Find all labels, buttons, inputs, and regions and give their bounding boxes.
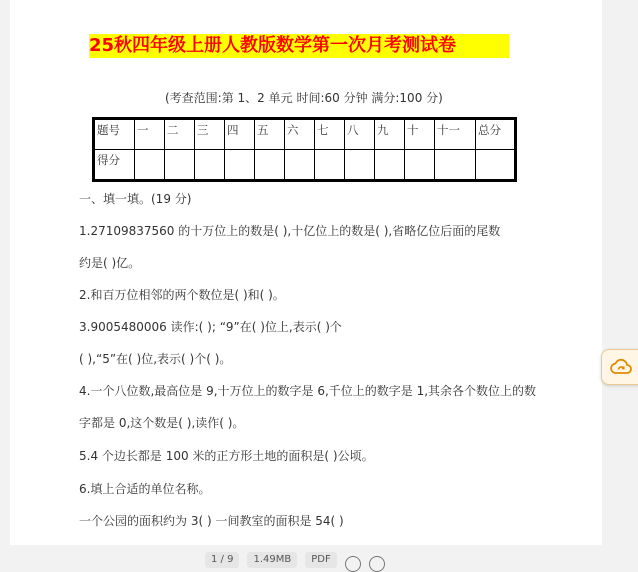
section-heading: 一、填一填。(19 分): [79, 192, 192, 206]
score-cell: [195, 150, 225, 181]
question-line: ( ),“5”在( )位,表示( )个( )。: [79, 352, 232, 366]
file-format: PDF: [305, 552, 336, 568]
question-line: 4.一个八位数,最高位是 9,十万位上的数字是 6,千位上的数字是 1,其余各个数位上的数: [79, 384, 537, 398]
file-size: 1.49MB: [247, 552, 297, 568]
score-cell: [165, 150, 195, 181]
score-cell: [255, 150, 285, 181]
score-header-cell: 十一: [435, 119, 476, 150]
cloud-sync-icon: [609, 357, 633, 377]
document-subtitle: (考查范围:第 1、2 单元 时间:60 分钟 满分:100 分): [165, 91, 443, 105]
score-cell: [135, 150, 165, 181]
score-header-cell: 六: [285, 119, 315, 150]
score-header-cell: 二: [165, 119, 195, 150]
document-title: 25秋四年级上册人教版数学第一次月考测试卷: [89, 34, 509, 58]
question-line: 一个公园的面积约为 3( ) 一间教室的面积是 54( ): [79, 514, 344, 528]
question-line: 字都是 0,这个数是( ),读作( )。: [79, 416, 245, 430]
page-indicator: 1 / 9: [205, 552, 239, 568]
score-table: [92, 117, 517, 182]
score-cell: [405, 150, 435, 181]
zoom-out-icon[interactable]: [345, 556, 361, 572]
score-cell: [476, 150, 516, 181]
score-header-cell: 一: [135, 119, 165, 150]
score-header-cell: 五: [255, 119, 285, 150]
question-line: 2.和百万位相邻的两个数位是( )和( )。: [79, 288, 285, 302]
score-table-score-row: [94, 150, 516, 181]
question-line: 1.27109837560 的十万位上的数是( ),十亿位上的数是( ),省略亿位后面的尾数: [79, 224, 501, 238]
cloud-sync-button[interactable]: [601, 349, 638, 385]
score-header-cell: 总分: [476, 119, 516, 150]
score-header-cell: 九: [375, 119, 405, 150]
question-line: 5.4 个边长都是 100 米的正方形土地的面积是( )公顷。: [79, 449, 374, 463]
document-page: [10, 0, 602, 545]
score-row-label: 得分: [94, 150, 135, 181]
score-cell: [435, 150, 476, 181]
score-header-cell: 三: [195, 119, 225, 150]
score-table-header-row: [94, 119, 516, 150]
score-header-cell: 四: [225, 119, 255, 150]
question-line: 6.填上合适的单位名称。: [79, 482, 211, 496]
score-cell: [315, 150, 345, 181]
score-header-cell: 题号: [94, 119, 135, 150]
zoom-in-icon[interactable]: [369, 556, 385, 572]
score-header-cell: 八: [345, 119, 375, 150]
question-line: 约是( )亿。: [79, 256, 141, 270]
score-cell: [225, 150, 255, 181]
score-cell: [345, 150, 375, 181]
score-cell: [285, 150, 315, 181]
score-cell: [375, 150, 405, 181]
score-header-cell: 七: [315, 119, 345, 150]
viewer-status-bar: [205, 552, 385, 564]
score-header-cell: 十: [405, 119, 435, 150]
question-line: 3.9005480006 读作:( ); “9”在( )位上,表示( )个: [79, 320, 342, 334]
